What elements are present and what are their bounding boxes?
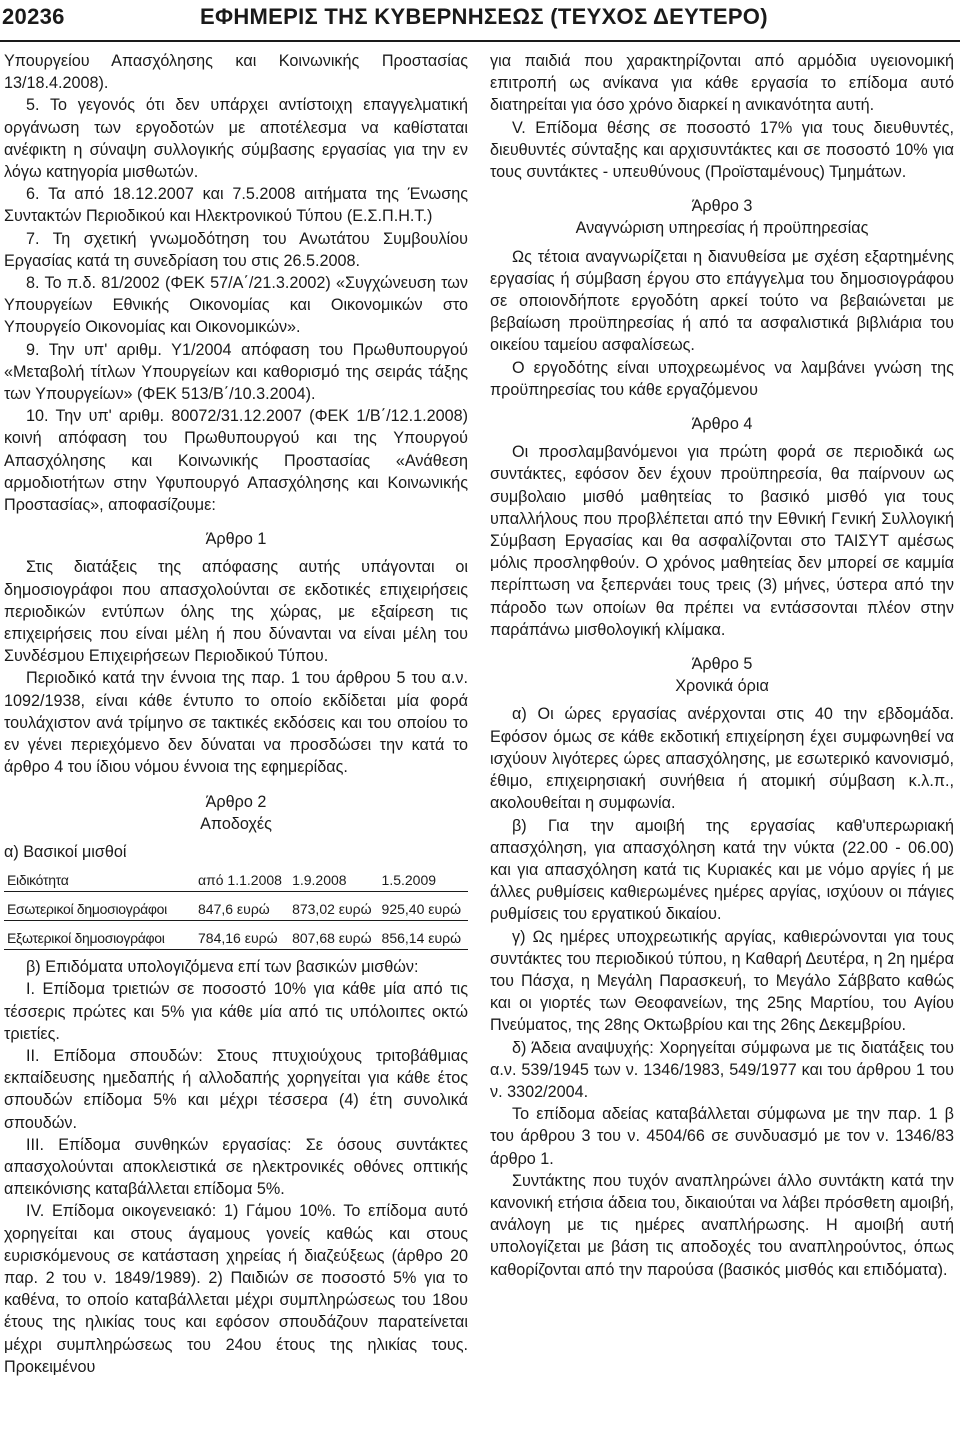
paragraph: 7. Τη σχετική γνωμοδότηση του Ανωτάτου Συμβουλίου Εργασίας κατά τη συνεδρίαση του στις 26.5.2008.	[4, 229, 468, 270]
table-cell: 807,68 ευρώ	[289, 927, 378, 950]
paragraph: Υπουργείου Απασχόλησης και Κοινωνικής Προστασίας 13/18.4.2008).	[4, 52, 468, 93]
table-cell: 873,02 ευρώ	[289, 898, 378, 921]
article-2-subtitle: Αποδοχές	[200, 814, 272, 833]
table-cell: 784,16 ευρώ	[195, 927, 289, 950]
table-cell: Εσωτερικοί δημοσιογράφοι	[4, 898, 195, 921]
table-cell: Εξωτερικοί δημοσιογράφοι	[4, 927, 195, 950]
paragraph: 5. Το γεγονός ότι δεν υπάρχει αντίστοιχη επαγγελματική οργάνωση των εργοδοτών με αποτέλεσμα να καθίσταται ανέφικτη η σύναψη συλλογικής σύμβασης εργασίας για την εν λόγω κατηγορία μισθωτών.	[4, 96, 468, 182]
article-1-title: Άρθρο 1	[205, 530, 267, 549]
paragraph: ΙV. Επίδομα οικογενειακό: 1) Γάμου 10%. Το επίδομα αυτό χορηγείται και στους άγαμους γονείς καθώς και στους ευρισκόμενους σε κατάσταση χηρείας ή διαζεύξεως (άρθρο 20 παρ. 2 του ν. 1849/1989). 2) Παιδιών σε ποσοστό 5% για το καθένα, το οποίο καταβάλλεται μέχρι συμπληρώσεως του 18ου έτους της ηλικίας τους και εφόσον σπουδάζουν παρατείνεται μέχρι συμπληρώσεως του 24ου έτους της ηλικίας τους. Προκειμένου	[4, 1202, 468, 1376]
paragraph: ΙΙΙ. Επίδομα συνθηκών εργασίας: Σε όσους συντάκτες απασχολούνται αποκλειστικά σε ηλεκτρονικές οθόνες οπτικής απεικόνισης καταβάλλεται επίδομα 5%.	[4, 1135, 468, 1199]
table-cell: 925,40 ευρώ	[379, 898, 468, 921]
paragraph: 10. Την υπ' αριθμ. 80072/31.12.2007 (ΦΕΚ 1/Β΄/12.1.2008) κοινή απόφαση του Πρωθυπουργού και της Υπουργού Απασχόλησης και Κοινωνικής Προστασίας «Ανάθεση αρμοδιοτήτων στην Υφυπουργό Απασχόλησης και Κοινωνικής Προστασίας», αποφασίζουμε:	[4, 407, 468, 515]
paragraph: Περιοδικό κατά την έννοια της παρ. 1 του άρθρου 5 του α.ν. 1092/1938, είναι κάθε έντυπο το οποίο εκδίδεται μία φορά τουλάχιστον ανά τρίμηνο σε τακτικές εκδόσεις και του οποίου το εν γένει περιεχόμενο δεν δύναται να προσδώσει την κατά το άρθρο 4 του ίδιου νόμου έννοια της εφημερίδας.	[4, 669, 468, 777]
table-cell: από 1.1.2008	[195, 869, 289, 892]
paragraph: α) Οι ώρες εργασίας ανέρχονται στις 40 την εβδομάδα. Εφόσον όμως σε κάθε εκδοτική επιχείρηση έχει συμφωνηθεί να ισχύουν λιγότερες ώρες απασχόλησης, με εσωτερικό κανονισμό, έθιμο, επιχειρησιακή συνήθεια ή ατομική σύμβαση κ.λ.π., ακολουθείται η συμφωνία.	[490, 705, 954, 813]
article-3-title: Άρθρο 3	[691, 197, 753, 216]
article-5-title: Άρθρο 5	[691, 655, 753, 674]
table-row	[4, 898, 468, 921]
article-2-title: Άρθρο 2	[205, 792, 267, 811]
paragraph: Συντάκτης που τυχόν αναπληρώνει άλλο συντάκτη κατά την κανονική ετήσια άδεια του, δικαιούται να λάβει πρόσθετη αμοιβή, ανάλογη με τις ημέρες αναπλήρωσης. Η αμοιβή αυτή υπολογίζεται με βάση τις αποδοχές του αναπληρούντος, όπως καθορίζονται από την παρούσα (βασικός μισθός και επιδόματα).	[490, 1171, 954, 1279]
right-column	[490, 50, 954, 1281]
basic-salary-label: α) Βασικοί μισθοί	[4, 842, 127, 861]
paragraph: 8. Το π.δ. 81/2002 (ΦΕΚ 57/Α΄/21.3.2002) «Συγχώνευση των Υπουργείων Εθνικής Οικονομίας και Οικονομικών στο Υπουργείο Οικονομίας και Οικονομικών».	[4, 274, 468, 337]
salary-table	[4, 869, 468, 950]
paragraph: δ) Άδεια αναψυχής: Χορηγείται σύμφωνα με τις διατάξεις του α.ν. 539/1945 των ν. 1346/1983, 549/1977 και του άρθρου 1 του ν. 3302/2004.	[490, 1038, 954, 1101]
paragraph: Ο εργοδότης είναι υποχρεωμένος να λαμβάνει γνώση της προϋπηρεσίας του κάθε εργαζόμενου	[490, 358, 954, 399]
left-column	[4, 50, 468, 1378]
paragraph: Το επίδομα αδείας καταβάλλεται σύμφωνα με την παρ. 1 β του άρθρου 3 του ν. 4504/66 σε συνδυασμό με τον ν. 1346/83 άρθρο 1.	[490, 1105, 954, 1168]
paragraph: Ι. Επίδομα τριετιών σε ποσοστό 10% για κάθε μία από τις τέσσερις πρώτες και 5% για κάθε μία από τις υπόλοιπες οκτώ τριετίες.	[4, 980, 468, 1043]
paragraph: V. Επίδομα θέσης σε ποσοστό 17% για τους διευθυντές, διευθυντές σύνταξης και αρχισυντάκτες και σε ποσοστό 10% για τους συντάκτες - υπευθύνους (Προϊσταμένους) Τμημάτων.	[490, 118, 954, 182]
paragraph: γ) Ως ημέρες υποχρεωτικής αργίας, καθιερώνονται για τους συντάκτες του περιοδικού τύπου, η Καθαρή Δευτέρα, η 2η ημέρα του Πάσχα, η Μεγάλη Παρασκευή, το Μεγάλο Σάββατο καθώς και οι γιορτές των Θεοφανείων, της 25ης Μαρτίου, του Αγίου Πνεύματος, της 28ης Οκτωβρίου και της 26ης Δεκεμβρίου.	[490, 927, 954, 1035]
paragraph: 6. Τα από 18.12.2007 και 7.5.2008 αιτήματα της Ένωσης Συντακτών Περιοδικού και Ηλεκτρονικού Τύπου (Ε.Σ.Π.Η.Τ.)	[4, 185, 468, 226]
table-cell: 847,6 ευρώ	[195, 898, 289, 921]
paragraph: για παιδιά που χαρακτηρίζονται από αρμόδια υγειονομική επιτροπή ως ανίκανα για κάθε εργασία το επίδομα αυτό διατηρείται για όσο χρόνο διαρκεί η ανικανότητα αυτή.	[490, 52, 954, 115]
paragraph: Ως τέτοια αναγνωρίζεται η διανυθείσα με σχέση εξαρτημένης εργασίας ή σύμβαση έργου στο επάγγελμα του δημοσιογράφου σε οποιονδήποτε εργοδότη αρκεί τούτο να βεβαιώνεται με βεβαίωση προϋπηρεσίας ή από τα ασφαλιστικά βιβλιάρια του οικείου ταμείου ασφαλίσεως.	[490, 247, 954, 355]
page-number: 20236	[2, 4, 65, 29]
paragraph: Οι προσλαμβανόμενοι για πρώτη φορά σε περιοδικά ως συντάκτες, εφόσον δεν έχουν προϋπηρεσία, θα παίρνουν ως συμβολαιο μισθό μαθητείας το βασικό μισθό για τους υπαλλήλους που προβλέπεται από την Εθνική Γενική Συλλογική Σύμβαση Εργασίας και θα ασφαλίζονται στο ΤΑΙΣΥΤ αμέσως μόλις προσληφθούν. Ο χρόνος μαθητείας δεν μπορεί σε καμμία περίπτωση να ξεπερνάει τους τρεις (3) μήνες, ύστερα από την πάροδο των οποίων θα πρέπει να εντάσσονται πλέον στην παράπάνω μισθολογική κλίμακα.	[490, 443, 954, 639]
paragraph: 9. Την υπ' αριθμ. Υ1/2004 απόφαση του Πρωθυπουργού «Μεταβολή τίτλων Υπουργείων και καθορισμό της σειράς τάξης των Υπουργείων» (ΦΕΚ 513/Β΄/10.3.2004).	[4, 340, 468, 404]
table-cell: 1.5.2009	[379, 869, 468, 892]
table-cell: 856,14 ευρώ	[379, 927, 468, 950]
paragraph: β) Επιδόματα υπολογιζόμενα επί των βασικών μισθών:	[26, 958, 419, 977]
table-row	[4, 927, 468, 950]
paragraph: Στις διατάξεις της απόφασης αυτής υπάγονται οι δημοσιογράφοι που απασχολούνται σε εκδοτικές επιχειρήσεις περιοδικών εντύπων όλης της χώρας, με εξαίρεση τις επιχειρήσεις που είναι μέλη ή που δύνανται να είναι μέλη του Συνδέσμου Επιχειρήσεων Περιοδικού Τύπου.	[4, 558, 468, 666]
table-header-row	[4, 869, 468, 892]
table-cell: Ειδικότητα	[4, 869, 195, 892]
article-4-title: Άρθρο 4	[691, 415, 753, 434]
article-3-subtitle: Αναγνώριση υπηρεσίας ή προϋπηρεσίας	[575, 219, 869, 238]
article-5-subtitle: Χρονικά όρια	[675, 677, 769, 696]
paragraph: ΙΙ. Επίδομα σπουδών: Στους πτυχιούχους τριτοβάθμιας εκπαίδευσης ημεδαπής ή αλλοδαπής χορηγείται για κάθε έτος σπουδών επίδομα 5% και μέχρι τέσσερα (4) έτη συνολικά σπουδών.	[4, 1046, 468, 1132]
table-cell: 1.9.2008	[289, 869, 378, 892]
gazette-title: ΕΦΗΜΕΡΙΣ ΤΗΣ ΚΥΒΕΡΝΗΣΕΩΣ (ΤΕΥΧΟΣ ΔΕΥΤΕΡΟ)	[200, 4, 768, 29]
paragraph: β) Για την αμοιβή της εργασίας καθ'υπερωριακή απασχόληση, για απασχόληση κατά την νύκτα (22.00 - 06.00) και για απασχόληση κατά τις Κυριακές και με νόμο αργίες ή με άλλες ρυθμίσεις καθιερωμένες ημέρες αργίας, ισχύουν οι πάγιες ρυθμίσεις του εργατικού δικαίου.	[490, 816, 954, 924]
page-header	[0, 0, 960, 42]
